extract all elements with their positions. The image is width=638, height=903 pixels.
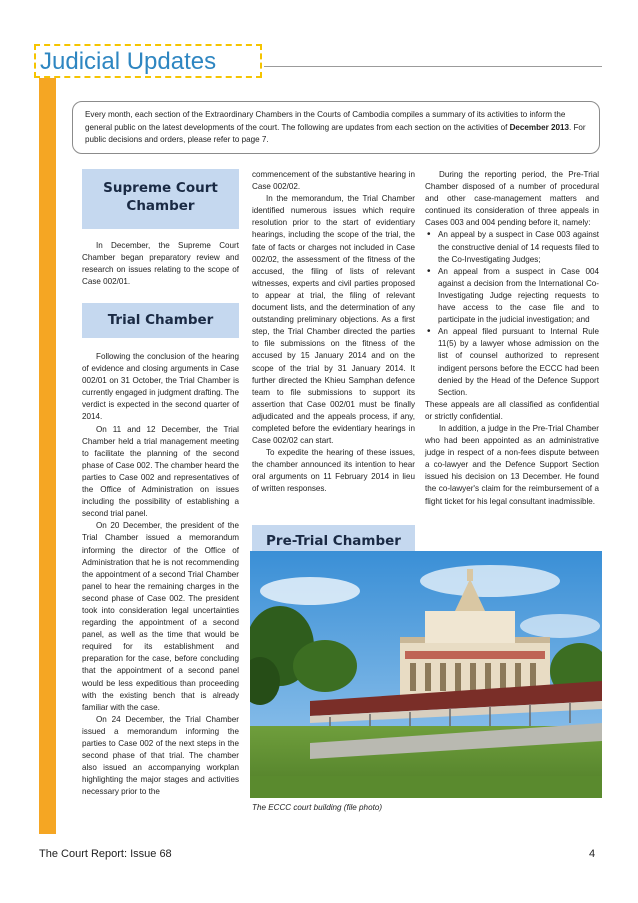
trial-paragraph-5: commencement of the substantive hearing in Case 002/02. [252,170,415,192]
supreme-text [82,240,239,288]
court-building-photo [250,551,602,798]
list-item: • An appeal from a suspect in Case 004 against a decision from the International Co-Investigating Judge rejecting requests to have access to the case file and to participate in the judicial investigation; and [438,266,599,326]
trial-text-col1 [82,351,239,798]
supreme-court-heading [82,169,239,229]
trial-text-col2 [252,169,415,496]
trial-paragraph-2: On 11 and 12 December, the Trial Chamber held a trial management meeting to facilitate the planning of the second phase of Case 002. The chamber heard the parties to Case 002 and representatives of the Office of Administration on issues including the possibility of establishing a second trial panel. [82,424,239,519]
section-title-box [34,44,262,78]
trial-paragraph-7: To expedite the hearing of these issues, the chamber announced its intention to hear oral arguments on 11 February 2014 in lieu of written responses. [252,448,415,494]
pretrial-paragraph-1: During the reporting period, the Pre-Trial Chamber disposed of a number of procedural and other case-management matters and continued its consideration of three appeals in Cases 003 and 004 pending before it, namely: [425,170,599,228]
page-title: Judicial Updates [40,48,217,75]
pretrial-heading-label: Pre-Trial Chamber [266,533,401,549]
trial-heading-label: Trial Chamber [107,312,214,328]
pretrial-appeals-list [425,229,599,398]
intro-box [72,101,600,154]
pretrial-paragraph-2: These appeals are all classified as confidential or strictly confidential. [425,399,599,421]
trial-paragraph-6: In the memorandum, the Trial Chamber identified numerous issues which require resolution prior to the start of evidentiary hearings, including the scope of the trial, the fate of facts or charges not included in Case 002/02, the assessment of the fitness of the accused, the filing of lists of relevant witnesses, experts and civil parties proposed to appear at trial, the filing of relevant document lists, and the determination of any outstanding preliminary objections. As a first step, the Trial Chamber directed the parties to file submissions on the fitness of the accused by 15 January 2014 and on the scope of the trial by 31 January 2014. It further directed the Khieu Samphan defence team to file submissions to support its assertion that Case 002/01 must be finally adjudicated and the appeals process, if any, completed before the evidentiary hearings in Case 002/02 can start. [252,194,415,446]
supreme-heading-line2: Chamber [126,198,195,214]
supreme-heading-line1: Supreme Court [103,180,218,196]
title-rule [264,66,602,67]
intro-text: Every month, each section of the Extraordinary Chambers in the Courts of Cambodia compiles a summary of its activities to inform the general public on the latest developments of the court. The following are updates from each section on the activities of [85,110,566,132]
pretrial-text [425,169,599,508]
trial-paragraph-3: On 20 December, the president of the Trial Chamber issued a memorandum informing the director of the Office of Administration that he is not recommending the appointment of a second Trial Chamber panel to hear the remaining charges in the second phase of Case 002. The president took into consideration legal uncertainties regarding the appointment of a second panel, as well as the time that would be required for its establishment and preparation for the case, before concluding that the appointment of a second panel would be less expeditious than proceeding with the existing bench that is already familiar with the case. [82,521,239,712]
list-item: • An appeal filed pursuant to Internal Rule 11(5) by a lawyer whose admission on the list of counsel authorized to represent indigent persons before the ECCC had been denied by the Head of the Defence Support Section. [438,326,599,399]
trial-chamber-heading [82,303,239,338]
pretrial-paragraph-3: In addition, a judge in the Pre-Trial Chamber who had been appointed as an administrative judge in respect of a non-fees dispute between a co-lawyer and the Defence Support Section issued his decision on 13 December. He found the co-lawyer's claim for the reimbursement of a flight ticket for his legal consultant inadmissible. [425,423,599,506]
side-accent-bar [39,72,56,834]
trial-paragraph-1: Following the conclusion of the hearing of evidence and closing arguments in Case 002/01 on 31 October, the Trial Chamber is currently engaged in judgment drafting. The verdict is expected in the second quarter of 2014. [82,352,239,422]
photo-caption: The ECCC court building (file photo) [252,803,383,812]
trial-paragraph-4: On 24 December, the Trial Chamber issued a memorandum informing the parties to Case 002 of the next steps in the second phase of that trial. The chamber also issued an accompanying workplan highlighting the major stages and activities necessary prior to the [82,714,239,797]
list-item: • An appeal by a suspect in Case 003 against the constructive denial of 14 requests filed to the Co-Investigating Judges; [438,229,599,265]
page-number: 4 [589,848,596,860]
intro-tail: . For public decisions and orders, please refer to page 7. [85,122,586,145]
supreme-paragraph: In December, the Supreme Court Chamber began preparatory review and research on issues relating to the scope of Case 002/01. [82,241,239,287]
intro-month: December 2013 [509,122,569,132]
footer-publication: The Court Report: Issue 68 [39,848,172,860]
